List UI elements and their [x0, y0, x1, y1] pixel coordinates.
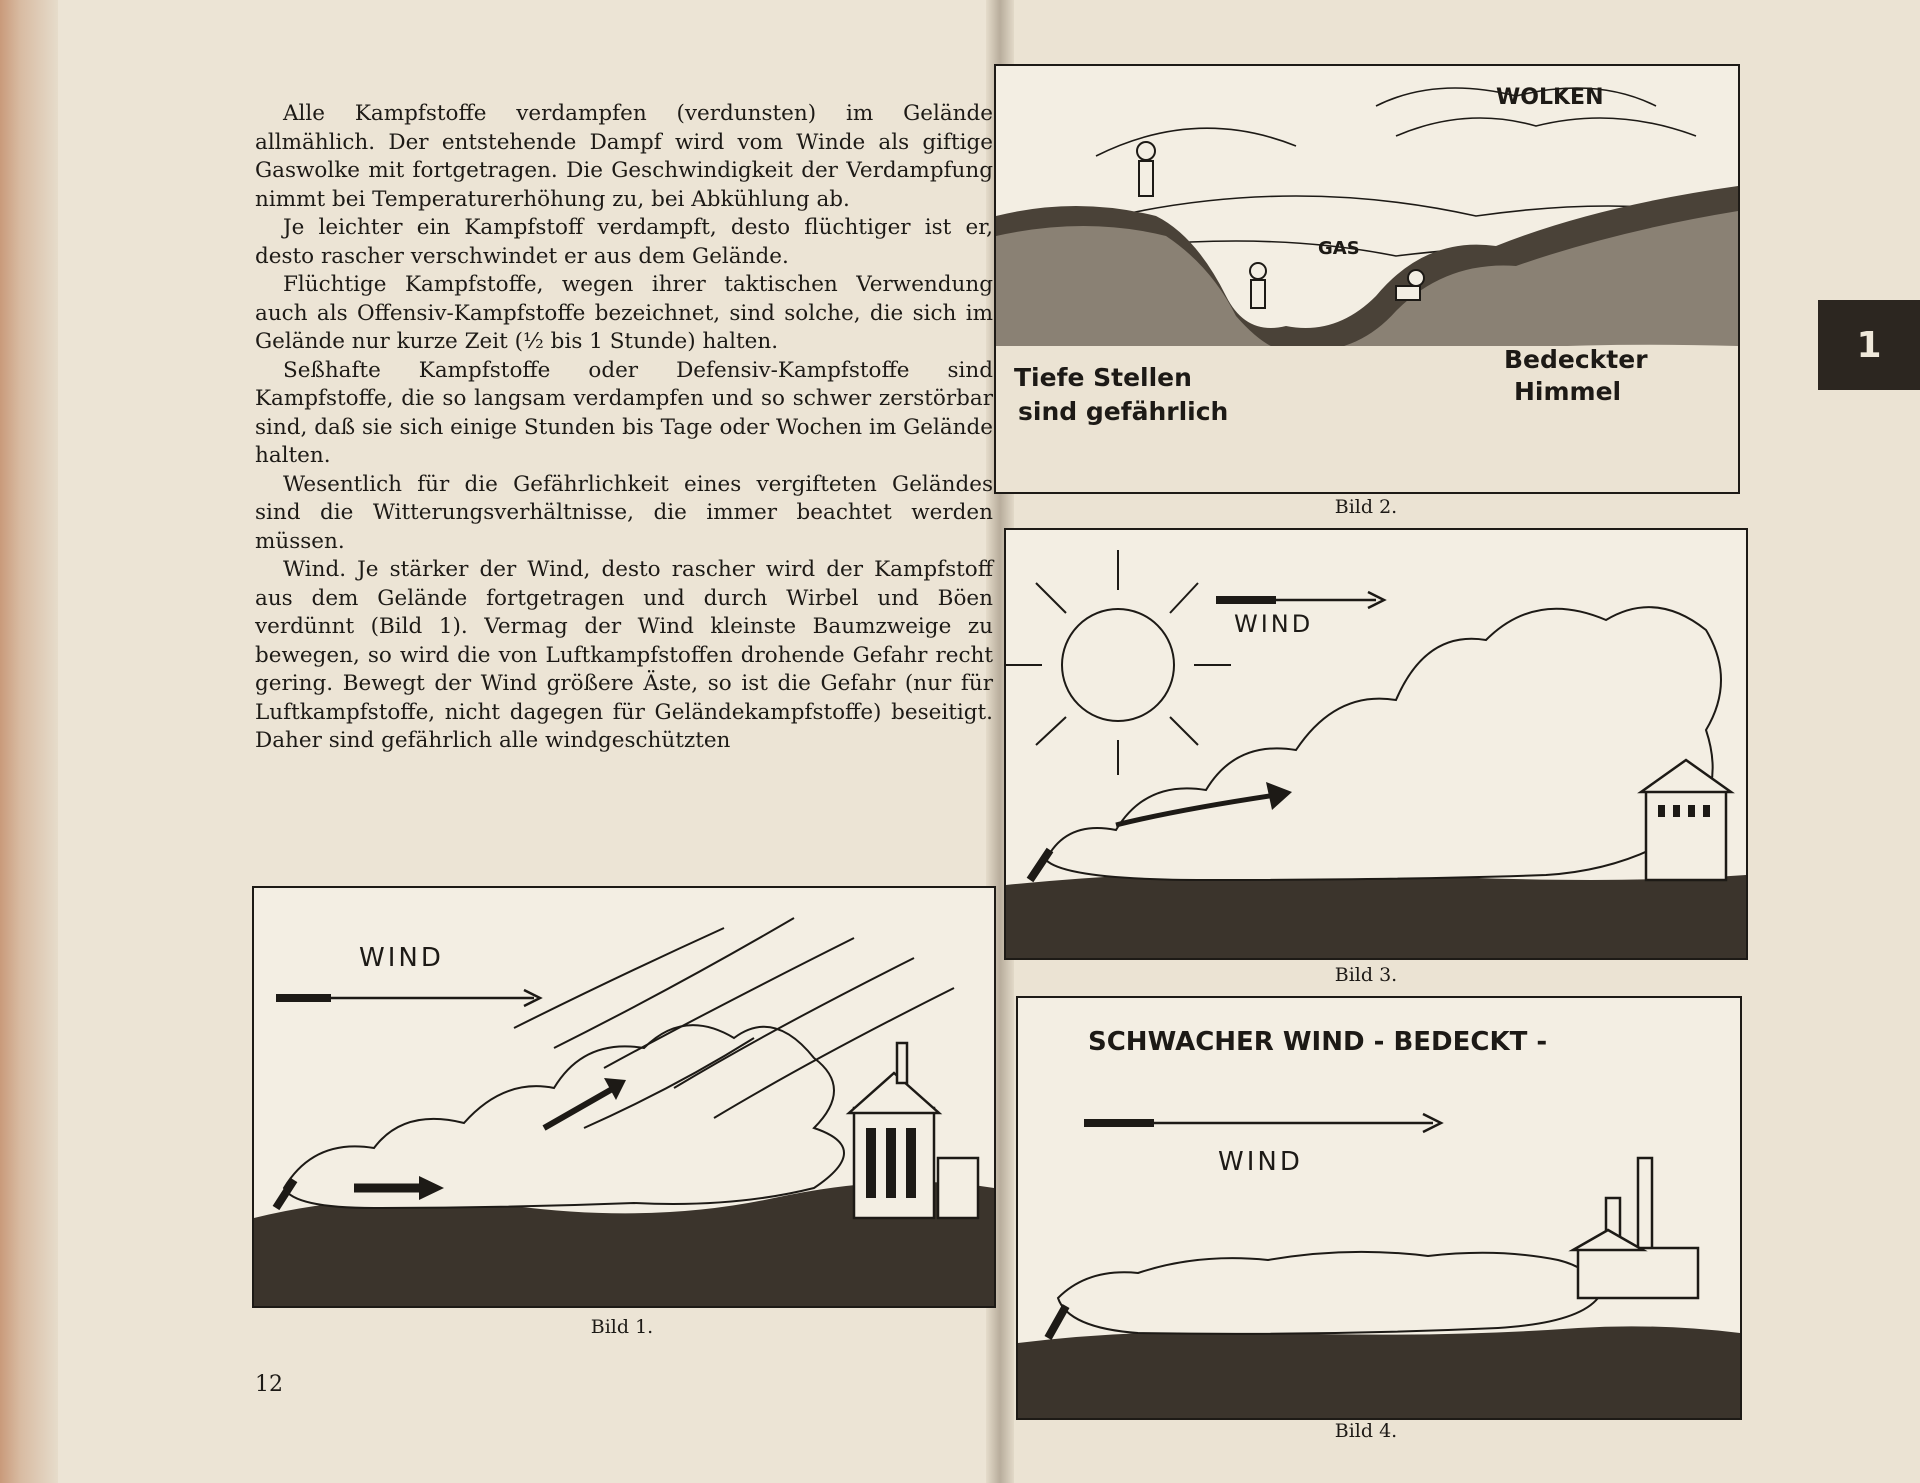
paragraph-3: Flüchtige Kampfstoffe, wegen ihrer taktischen Verwendung auch als Offensiv-Kampfstoffe bezeichnet, sind solche, die sich im Gelände nur kurze Zeit (½ bis 1 Stunde) halten.: [255, 272, 993, 354]
bild-3-wind-label: WIND: [1234, 610, 1314, 638]
bild-2-wolken-label: WOLKEN: [1496, 85, 1604, 110]
figure-bild-2: [994, 64, 1740, 494]
bild-1-caption: Bild 1.: [590, 1316, 654, 1338]
bild-2-himmel-label-2: Himmel: [1514, 377, 1622, 406]
bild-2-tiefe-label-1: Tiefe Stellen: [1014, 363, 1192, 392]
paragraph-1: Alle Kampfstoffe verdampfen (verdunsten) im Gelände allmählich. Der entstehende Dampf wird vom Winde als giftige Gaswolke mit fortgetragen. Die Geschwindigkeit der Verdampfung nimmt bei Temperaturerhöhung zu, bei Abkühlung ab.: [255, 101, 993, 212]
page-edge-left: [0, 0, 58, 1483]
bild-3-caption: Bild 3.: [1334, 964, 1398, 986]
bild-4-title-label: SCHWACHER WIND - BEDECKT -: [1088, 1027, 1548, 1057]
paragraph-4: Seßhafte Kampfstoffe oder Defensiv-Kampfstoffe sind Kampfstoffe, die so langsam verdampfen und so schwer zerstörbar sind, daß sie sich einige Stunden bis Tage oder Wochen im Gelände halten.: [255, 357, 993, 468]
bild-4-caption: Bild 4.: [1334, 1420, 1398, 1442]
bild-2-tiefe-label-2: sind gefährlich: [1018, 397, 1229, 426]
figure-bild-3: [1004, 528, 1748, 960]
bild-2-illustration: [996, 66, 1738, 492]
bild-2-caption: Bild 2.: [1334, 496, 1398, 518]
bild-2-himmel-label-1: Bedeckter: [1504, 345, 1648, 374]
section-tab: 1: [1818, 300, 1920, 390]
page-number: 12: [255, 1372, 283, 1397]
bild-4-illustration: [1018, 998, 1740, 1418]
paragraph-2: Je leichter ein Kampfstoff verdampft, desto flüchtiger ist er, desto rascher verschwindet er aus dem Gelände.: [255, 215, 993, 269]
bild-1-wind-label: WIND: [359, 943, 444, 973]
paragraph-6: Wind. Je stärker der Wind, desto rascher wird der Kampfstoff aus dem Gelände fortgetragen und durch Wirbel und Böen verdünnt (Bild 1). Vermag der Wind kleinste Baumzweige zu bewegen, so wird die von Luftkampfstoffen drohende Gefahr recht gering. Bewegt der Wind größere Äste, so ist die Gefahr (nur für Luftkampfstoffe, nicht dagegen für Geländekampfstoffe) beseitigt. Daher sind gefährlich alle windgeschützten: [255, 557, 993, 753]
figure-bild-4: [1016, 996, 1742, 1420]
bild-4-wind-label: WIND: [1218, 1147, 1303, 1177]
bild-1-illustration: [254, 888, 994, 1306]
body-text: [255, 100, 993, 756]
paragraph-5: Wesentlich für die Gefährlichkeit eines vergifteten Geländes sind die Witterungsverhältnisse, die immer beachtet werden müssen.: [255, 471, 993, 554]
bild-3-illustration: [1006, 530, 1746, 958]
figure-bild-1: [252, 886, 996, 1308]
bild-2-gas-label: GAS: [1318, 238, 1360, 259]
